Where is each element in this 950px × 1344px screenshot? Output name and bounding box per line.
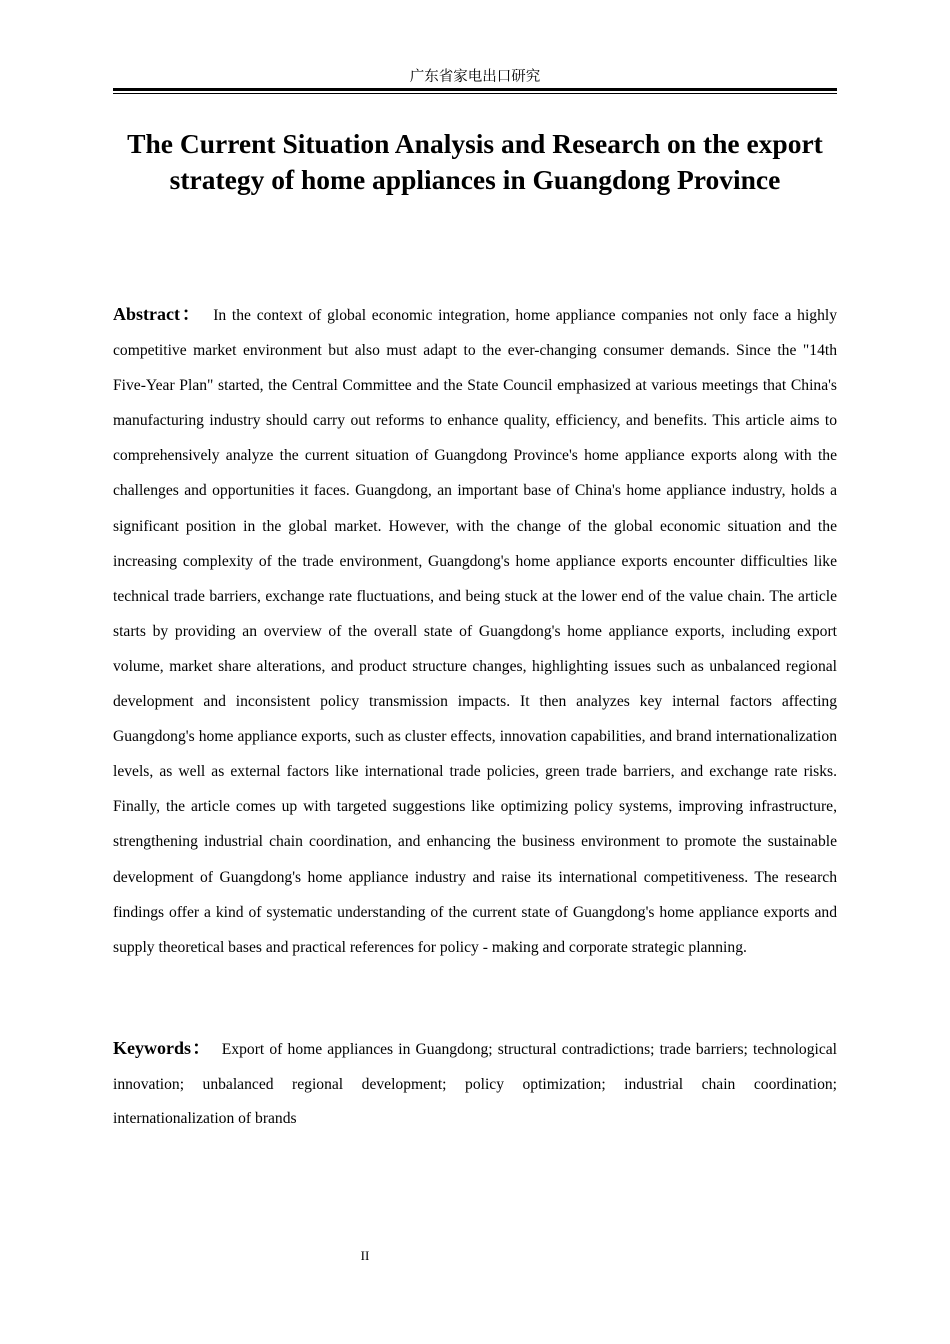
running-header: 广东省家电出口研究 (409, 69, 541, 85)
abstract-text: In the context of global economic integration, home appliance companies not only face a highly competitive market environment but also must adapt to the ever-changing consumer demands. Since the "14th Five-Year Plan" started, the Central Committee and the State Council emphasized at various meetings that China's manufacturing industry should carry out reforms to enhance quality, efficiency, and benefits. This article aims to comprehensively analyze the current situation of Guangdong Province's home appliance exports along with the challenges and opportunities it faces. Guangdong, an important base of China's home appliance industry, holds a significant position in the global market. However, with the change of the global economic situation and the increasing complexity of the trade environment, Guangdong's home appliance exports encounter difficulties like technical trade barriers, exchange rate fluctuations, and being stuck at the lower end of the value chain. The article starts by providing an overview of the overall state of Guangdong's home appliance exports, including export volume, market share alterations, and product structure changes, highlighting issues such as unbalanced regional development and inconsistent policy transmission impacts. It then analyzes key internal factors affecting Guangdong's home appliance exports, such as cluster effects, innovation capabilities, and brand internationalization levels, as well as external factors like international trade policies, green trade barriers, and exchange rate risks. Finally, the article comes up with targeted suggestions like optimizing policy systems, improving infrastructure, strengthening industrial chain coordination, and enhancing the business environment to promote the sustainable development of Guangdong's home appliance industry and raise its international competitiveness. The research findings offer a kind of systematic understanding of the current state of Guangdong's home appliance exports and supply theoretical bases and practical references for policy - making and corporate strategic planning. (113, 307, 838, 956)
keywords-text: Export of home appliances in Guangdong; structural contradictions; trade barriers; technological innovation; unbalanced regional development; policy optimization; industrial chain coordination; internationalization of brands (113, 1041, 838, 1127)
document-title: The Current Situation Analysis and Research on the export strategy of home appliances in Guangdong Province (127, 128, 823, 195)
header-divider (113, 88, 837, 94)
keywords-label: Keywords： (113, 1038, 212, 1058)
keywords-paragraph (113, 1031, 837, 1137)
abstract-label: Abstract： (113, 304, 202, 324)
abstract-paragraph (113, 297, 837, 965)
page-number: II (360, 1248, 370, 1263)
